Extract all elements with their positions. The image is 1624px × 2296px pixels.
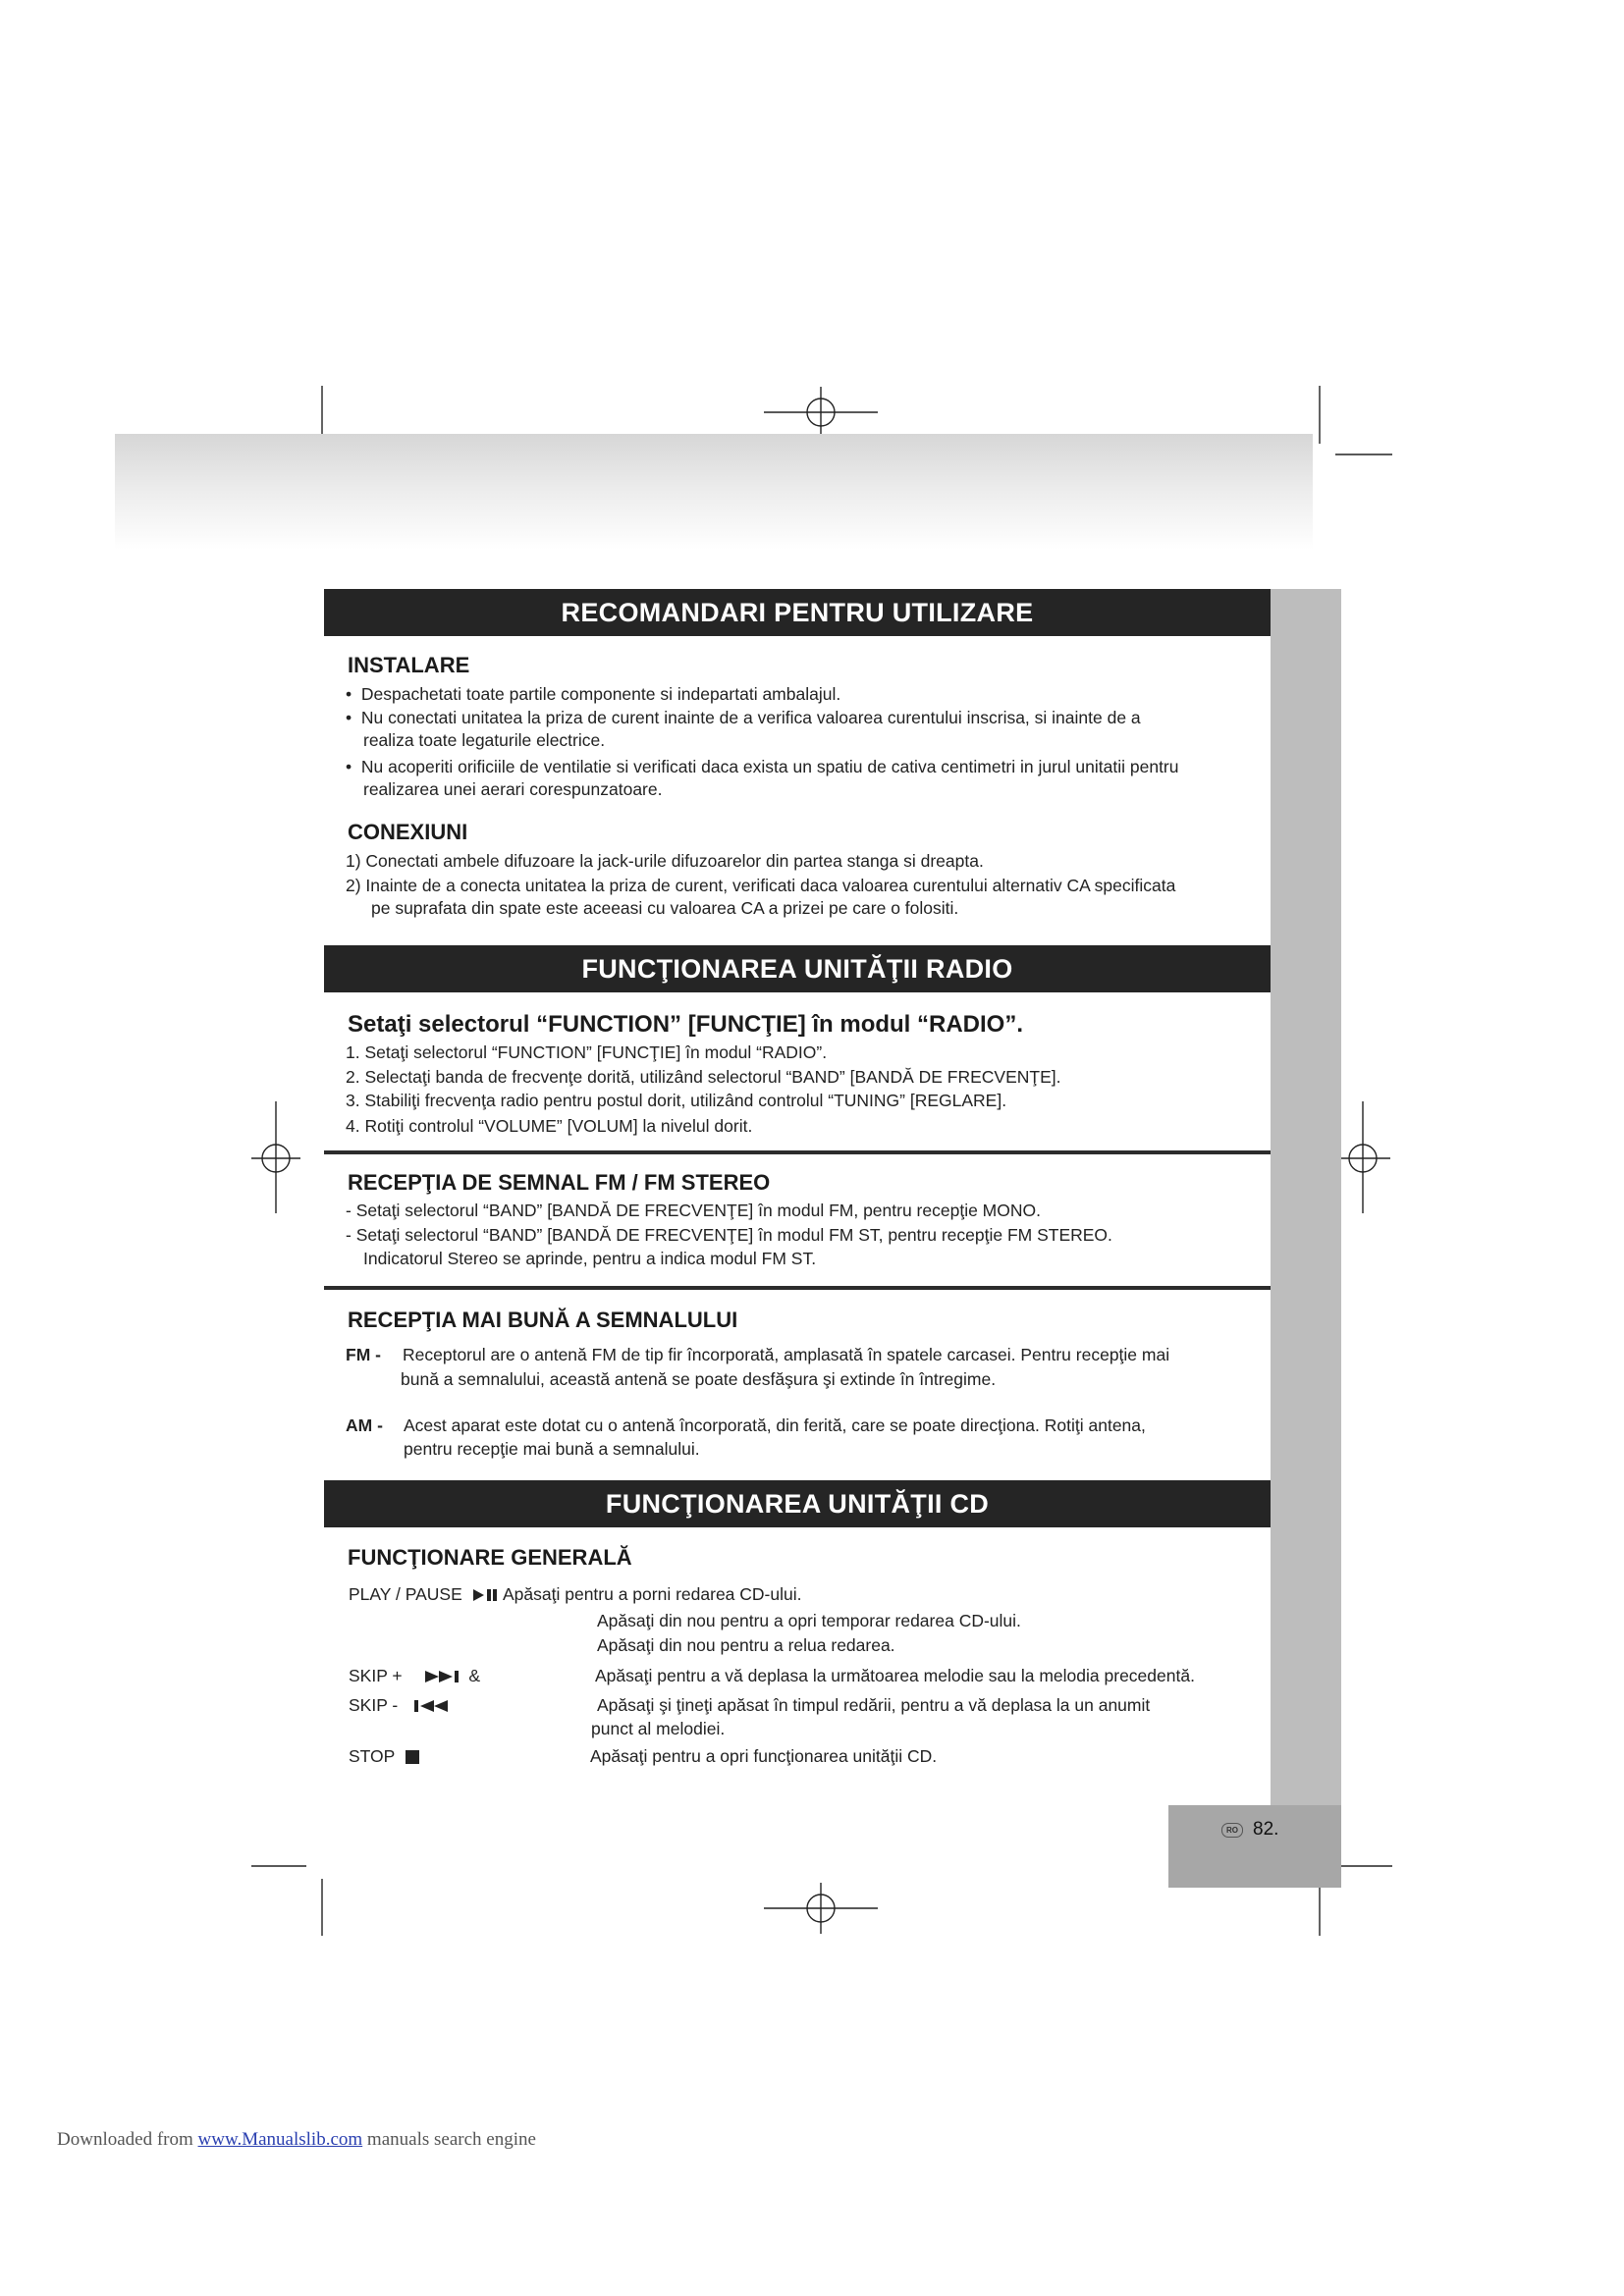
section-title-cd: FUNCŢIONAREA UNITĂŢII CD bbox=[324, 1480, 1271, 1527]
numbered-item: 2. Selectaţi banda de frecvenţe dorită, utilizând selectorul “BAND” [BANDĂ DE FRECVENŢE]. bbox=[346, 1067, 1061, 1087]
dash-item: - Setaţi selectorul “BAND” [BANDĂ DE FRECVENŢE] în modul FM, pentru recepţie MONO. bbox=[346, 1201, 1041, 1220]
stop-label: STOP bbox=[349, 1746, 419, 1767]
play-desc-2: Apăsaţi din nou pentru a opri temporar redarea CD-ului. bbox=[597, 1611, 1021, 1630]
play-desc-3: Apăsaţi din nou pentru a relua redarea. bbox=[597, 1635, 895, 1655]
numbered-item: 1. Setaţi selectorul “FUNCTION” [FUNCŢIE] în modul “RADIO”. bbox=[346, 1042, 828, 1062]
bullet-continuation: realiza toate legaturile electrice. bbox=[363, 730, 606, 750]
bullet-item: • Despachetati toate partile componente si indepartati ambalajul. bbox=[346, 684, 841, 704]
am-text-cont: pentru recepţie mai bună a semnalului. bbox=[404, 1439, 700, 1459]
section-divider bbox=[324, 1150, 1271, 1154]
skip-plus-desc: Apăsaţi pentru a vă deplasa la următoarea melodie sau la melodia precedentă. bbox=[595, 1666, 1195, 1685]
heading-better-reception: RECEPŢIA MAI BUNĂ A SEMNALULUI bbox=[348, 1308, 738, 1332]
heading-conexiuni: CONEXIUNI bbox=[348, 820, 468, 844]
play-pause-label: PLAY / PAUSE bbox=[349, 1584, 499, 1605]
stop-icon bbox=[406, 1750, 419, 1764]
page-number-text: 82. bbox=[1253, 1819, 1279, 1840]
skip-minus-desc-cont: punct al melodiei. bbox=[591, 1719, 726, 1738]
radio-subheading: Setaţi selectorul “FUNCTION” [FUNCŢIE] în modul “RADIO”. bbox=[348, 1011, 1024, 1038]
bullet-item: • Nu acoperiti orificiile de ventilatie si verificati daca exista un spatiu de cativa centimetri in jurul unitatii pentru bbox=[346, 757, 1179, 776]
bullet-item: • Nu conectati unitatea la priza de curent inainte de a verifica valoarea curentului inscrisa, si inainte de a bbox=[346, 708, 1141, 727]
play-desc-1: Apăsaţi pentru a porni redarea CD-ului. bbox=[503, 1584, 802, 1604]
skip-minus-label: SKIP - bbox=[349, 1695, 452, 1716]
section-divider bbox=[324, 1286, 1271, 1290]
fm-text-cont: bună a semnalului, această antenă se poate desfăşura şi extinde în întregime. bbox=[401, 1369, 997, 1389]
skip-previous-icon bbox=[414, 1699, 452, 1713]
page-number bbox=[1221, 1819, 1278, 1841]
fm-text: Receptorul are o antenă FM de tip fir încorporată, amplasată în spatele carcasei. Pentru recepţie mai bbox=[403, 1345, 1170, 1364]
stop-desc: Apăsaţi pentru a opri funcţionarea unităţii CD. bbox=[590, 1746, 938, 1766]
heading-fm-stereo: RECEPŢIA DE SEMNAL FM / FM STEREO bbox=[348, 1170, 771, 1195]
bullet-continuation: realizarea unei aerari corespunzatoare. bbox=[363, 779, 663, 799]
am-label: AM - bbox=[346, 1415, 383, 1435]
numbered-item: 4. Rotiţi controlul “VOLUME” [VOLUM] la nivelul dorit. bbox=[346, 1116, 753, 1136]
skip-plus-label: SKIP + & bbox=[349, 1666, 481, 1685]
section-title-recomandari: RECOMANDARI PENTRU UTILIZARE bbox=[324, 589, 1271, 636]
dash-item: - Setaţi selectorul “BAND” [BANDĂ DE FRECVENŢE] în modul FM ST, pentru recepţie FM STEREO. bbox=[346, 1225, 1112, 1245]
manualslib-link[interactable]: www.Manualslib.com bbox=[197, 2129, 363, 2150]
numbered-item: 3. Stabiliţi frecvenţa radio pentru postul dorit, utilizând controlul “TUNING” [REGLARE]. bbox=[346, 1091, 1007, 1110]
heading-general-operation: FUNCŢIONARE GENERALĂ bbox=[348, 1545, 632, 1570]
skip-next-icon bbox=[425, 1670, 464, 1683]
page-number-box bbox=[1168, 1805, 1341, 1888]
numbered-continuation: pe suprafata din spate este aceeasi cu valoarea CA a prizei pe care o folositi. bbox=[371, 898, 959, 918]
skip-minus-desc: Apăsaţi şi ţineţi apăsat în timpul redării, pentru a vă deplasa la un anumit bbox=[597, 1695, 1151, 1715]
download-footer: Downloaded from www.Manualslib.com manuals search engine bbox=[57, 2129, 536, 2150]
language-badge: RO bbox=[1221, 1823, 1243, 1838]
numbered-item: 1) Conectati ambele difuzoare la jack-urile difuzoarelor din partea stanga si dreapta. bbox=[346, 851, 984, 871]
heading-instalare: INSTALARE bbox=[348, 653, 470, 677]
numbered-item: 2) Inainte de a conecta unitatea la priza de curent, verificati daca valoarea curentului alternativ CA specificata bbox=[346, 876, 1176, 895]
dash-continuation: Indicatorul Stereo se aprinde, pentru a indica modul FM ST. bbox=[363, 1249, 817, 1268]
play-pause-icon bbox=[473, 1588, 499, 1602]
am-text: Acest aparat este dotat cu o antenă încorporată, din ferită, care se poate direcţiona. Rotiţi antena, bbox=[404, 1415, 1146, 1435]
section-title-radio: FUNCŢIONAREA UNITĂŢII RADIO bbox=[324, 945, 1271, 992]
fm-label: FM - bbox=[346, 1345, 381, 1364]
header-gradient-band bbox=[115, 434, 1313, 550]
right-sidebar-strip bbox=[1271, 589, 1341, 1805]
